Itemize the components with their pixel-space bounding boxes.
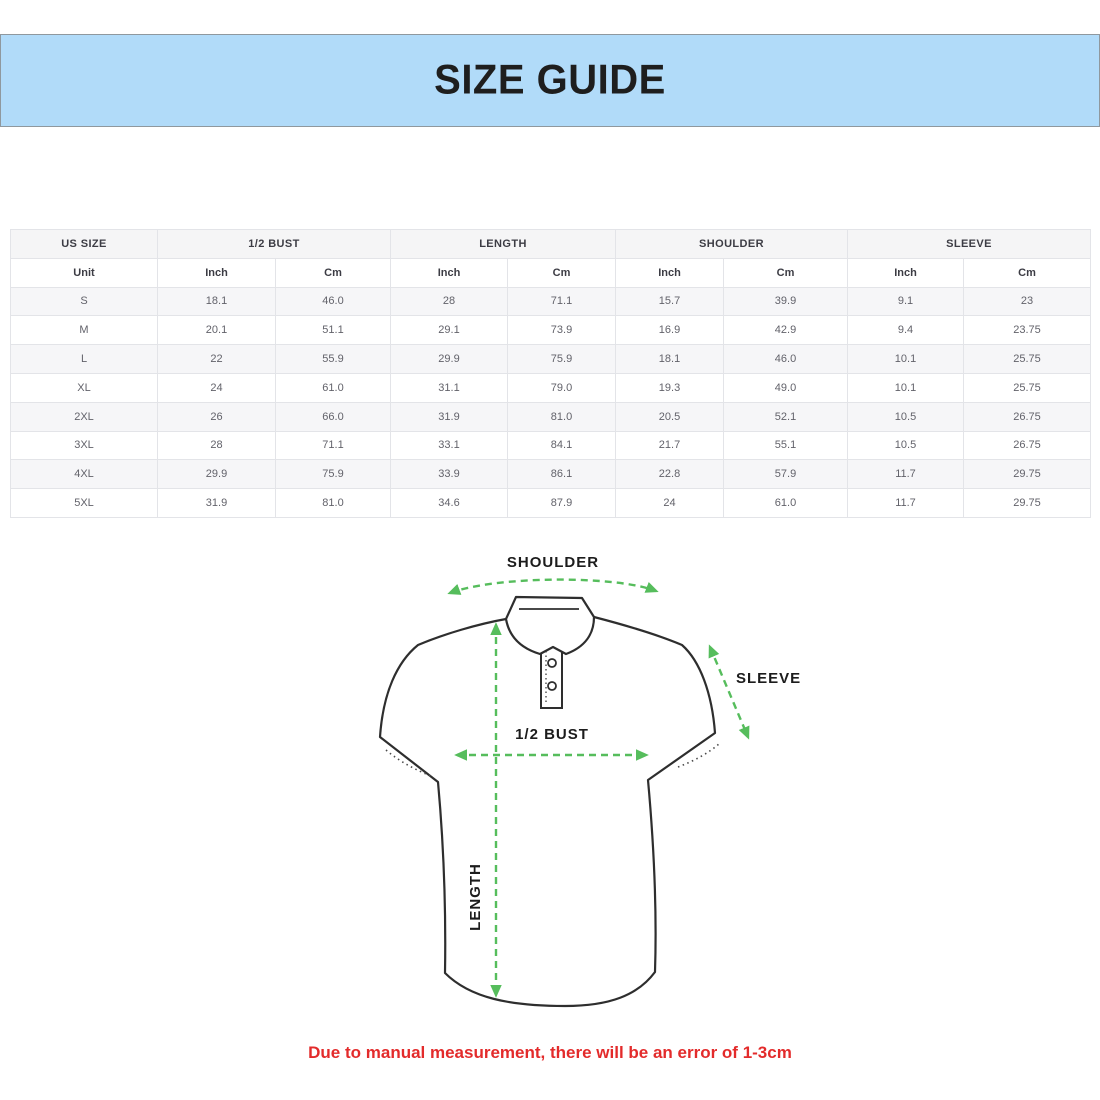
value-cell: 57.9 — [724, 460, 848, 489]
value-cell: 21.7 — [616, 431, 724, 460]
unit-header: Cm — [964, 258, 1091, 287]
value-cell: 20.5 — [616, 402, 724, 431]
value-cell: 73.9 — [508, 316, 616, 345]
value-cell: 55.1 — [724, 431, 848, 460]
value-cell: 75.9 — [276, 460, 391, 489]
size-cell: 4XL — [11, 460, 158, 489]
value-cell: 26 — [158, 402, 276, 431]
value-cell: 28 — [391, 287, 508, 316]
value-cell: 10.5 — [848, 402, 964, 431]
size-cell: S — [11, 287, 158, 316]
col-header-shoulder: SHOULDER — [616, 230, 848, 259]
value-cell: 10.1 — [848, 373, 964, 402]
value-cell: 51.1 — [276, 316, 391, 345]
value-cell: 24 — [158, 373, 276, 402]
shoulder-label: SHOULDER — [506, 554, 600, 571]
unit-header: Inch — [158, 258, 276, 287]
value-cell: 25.75 — [964, 345, 1091, 374]
value-cell: 24 — [616, 489, 724, 518]
value-cell: 22.8 — [616, 460, 724, 489]
table-row — [11, 431, 1091, 460]
value-cell: 9.1 — [848, 287, 964, 316]
value-cell: 18.1 — [616, 345, 724, 374]
value-cell: 23.75 — [964, 316, 1091, 345]
half-bust-label: 1/2 BUST — [515, 726, 589, 743]
value-cell: 81.0 — [508, 402, 616, 431]
unit-header: Inch — [391, 258, 508, 287]
value-cell: 26.75 — [964, 431, 1091, 460]
value-cell: 29.9 — [391, 345, 508, 374]
value-cell: 15.7 — [616, 287, 724, 316]
unit-header: Inch — [616, 258, 724, 287]
table-row — [11, 345, 1091, 374]
size-cell: 3XL — [11, 431, 158, 460]
value-cell: 34.6 — [391, 489, 508, 518]
col-header-length: LENGTH — [391, 230, 616, 259]
table-row — [11, 316, 1091, 345]
value-cell: 49.0 — [724, 373, 848, 402]
value-cell: 52.1 — [724, 402, 848, 431]
size-cell: XL — [11, 373, 158, 402]
table-row — [11, 460, 1091, 489]
value-cell: 61.0 — [724, 489, 848, 518]
value-cell: 75.9 — [508, 345, 616, 374]
col-header-sleeve: SLEEVE — [848, 230, 1091, 259]
value-cell: 9.4 — [848, 316, 964, 345]
value-cell: 31.1 — [391, 373, 508, 402]
value-cell: 10.5 — [848, 431, 964, 460]
value-cell: 10.1 — [848, 345, 964, 374]
table-row — [11, 373, 1091, 402]
value-cell: 46.0 — [724, 345, 848, 374]
value-cell: 16.9 — [616, 316, 724, 345]
value-cell: 26.75 — [964, 402, 1091, 431]
value-cell: 86.1 — [508, 460, 616, 489]
value-cell: 33.9 — [391, 460, 508, 489]
button — [548, 682, 556, 690]
value-cell: 84.1 — [508, 431, 616, 460]
value-cell: 46.0 — [276, 287, 391, 316]
value-cell: 29.1 — [391, 316, 508, 345]
unit-header: Cm — [508, 258, 616, 287]
value-cell: 22 — [158, 345, 276, 374]
value-cell: 42.9 — [724, 316, 848, 345]
value-cell: 29.75 — [964, 489, 1091, 518]
shirt-measurement-diagram — [370, 540, 810, 1060]
value-cell: 66.0 — [276, 402, 391, 431]
table-unit-row — [11, 258, 1091, 287]
value-cell: 28 — [158, 431, 276, 460]
value-cell: 81.0 — [276, 489, 391, 518]
shoulder-arrow — [450, 580, 656, 593]
value-cell: 87.9 — [508, 489, 616, 518]
unit-header: Inch — [848, 258, 964, 287]
table-row — [11, 489, 1091, 518]
measurement-note: Due to manual measurement, there will be an error of 1-3cm — [308, 1043, 792, 1062]
table-row — [11, 287, 1091, 316]
value-cell: 23 — [964, 287, 1091, 316]
unit-header: Cm — [724, 258, 848, 287]
size-cell: 5XL — [11, 489, 158, 518]
value-cell: 11.7 — [848, 489, 964, 518]
page-title: SIZE GUIDE — [434, 56, 666, 104]
table-group-header-row — [11, 230, 1091, 259]
value-cell: 25.75 — [964, 373, 1091, 402]
value-cell: 31.9 — [391, 402, 508, 431]
sleeve-arrow — [710, 647, 748, 737]
value-cell: 71.1 — [276, 431, 391, 460]
value-cell: 18.1 — [158, 287, 276, 316]
value-cell: 20.1 — [158, 316, 276, 345]
unit-header: Unit — [11, 258, 158, 287]
value-cell: 55.9 — [276, 345, 391, 374]
table-row — [11, 402, 1091, 431]
size-table — [10, 229, 1091, 518]
length-label: LENGTH — [467, 863, 484, 931]
value-cell: 29.9 — [158, 460, 276, 489]
value-cell: 33.1 — [391, 431, 508, 460]
value-cell: 11.7 — [848, 460, 964, 489]
placket — [541, 646, 562, 708]
value-cell: 29.75 — [964, 460, 1091, 489]
value-cell: 19.3 — [616, 373, 724, 402]
size-cell: 2XL — [11, 402, 158, 431]
value-cell: 79.0 — [508, 373, 616, 402]
value-cell: 71.1 — [508, 287, 616, 316]
value-cell: 61.0 — [276, 373, 391, 402]
unit-header: Cm — [276, 258, 391, 287]
sleeve-label: SLEEVE — [736, 670, 802, 687]
button — [548, 659, 556, 667]
value-cell: 31.9 — [158, 489, 276, 518]
col-header-us-size: US SIZE — [11, 230, 158, 259]
banner — [0, 34, 1100, 127]
size-cell: L — [11, 345, 158, 374]
size-cell: M — [11, 316, 158, 345]
value-cell: 39.9 — [724, 287, 848, 316]
col-header-half-bust: 1/2 BUST — [158, 230, 391, 259]
